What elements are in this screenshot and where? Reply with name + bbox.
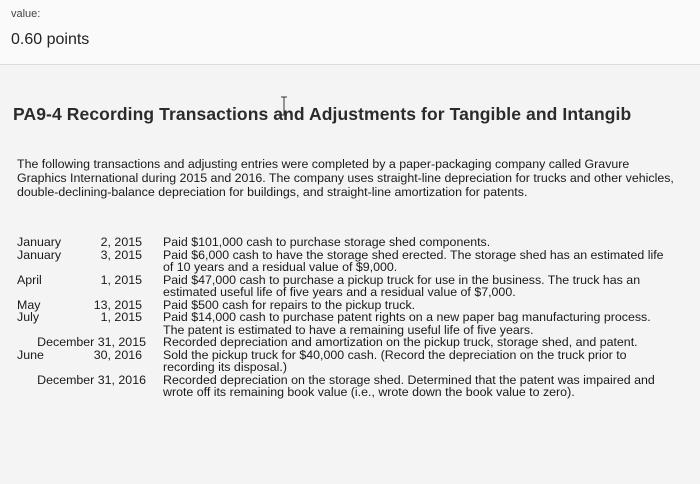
transaction-description: Recorded depreciation on the storage shed. Determined that the patent was impaired and wrote off its remaining book value (i.e., wrote down the book value to zero).	[163, 372, 655, 399]
transaction-day: 1, 2015	[100, 272, 142, 287]
transaction-day: 1, 2015	[100, 310, 142, 324]
transaction-date: December 31, 2016	[37, 372, 146, 387]
transaction-description: Paid $101,000 cash to purchase storage shed components.	[163, 235, 491, 249]
transaction-description: Paid $500 cash for repairs to the pickup truck.	[163, 297, 416, 312]
transaction-description: Sold the pickup truck for $40,000 cash. (Record the depreciation on the truck prior to recording its disposal.)	[163, 347, 627, 374]
transaction-day: 30, 2016	[93, 347, 142, 362]
transaction-month: July	[17, 310, 40, 324]
problem-intro	[17, 157, 677, 199]
transaction-day: 13, 2015	[93, 297, 142, 312]
transaction-description: Paid $47,000 cash to purchase a pickup truck for use in the business. The truck has an estimated useful life of five years and a residual value of $7,000.	[163, 272, 641, 299]
transaction-row	[17, 336, 687, 349]
transaction-description: Paid $14,000 cash to purchase patent rights on a new paper bag manufacturing process. The patent is estimated to have a remaining useful life of five years.	[163, 310, 651, 337]
transaction-row	[17, 249, 687, 274]
transaction-day: 2, 2015	[100, 235, 142, 249]
transaction-description: Paid $6,000 cash to have the storage shed erected. The storage shed has an estimated life of 10 years and a residual value of $9,000.	[163, 247, 664, 274]
transaction-day: 3, 2015	[100, 247, 142, 262]
transaction-month: June	[17, 347, 44, 362]
transaction-row	[17, 374, 687, 399]
transaction-row	[17, 311, 687, 336]
value-label: value:	[11, 8, 41, 20]
transaction-month: April	[17, 272, 42, 287]
points-header	[0, 0, 700, 65]
transactions-list	[17, 236, 687, 399]
points-value: 0.60 points	[11, 31, 90, 48]
transaction-description: Recorded depreciation and amortization on the pickup truck, storage shed, and patent.	[163, 335, 638, 349]
problem-title: PA9-4 Recording Transactions and Adjustments for Tangible and Intangib	[13, 104, 632, 124]
intro-text: The following transactions and adjusting entries were completed by a paper-packaging company called Gravure Graphics International during 2015 and 2016. The company uses straight-line depreciation for trucks and other vehicles, double-declining-balance depreciation for buildings, and straight-line amortization for patents.	[17, 157, 674, 199]
transaction-date: December 31, 2015	[37, 335, 146, 349]
transaction-month: January	[17, 235, 62, 249]
transaction-row	[17, 274, 687, 299]
transaction-row	[17, 236, 687, 249]
text-cursor-icon	[280, 96, 288, 116]
transaction-row	[17, 349, 687, 374]
transaction-month: January	[17, 247, 62, 262]
transaction-month: May	[17, 297, 41, 312]
